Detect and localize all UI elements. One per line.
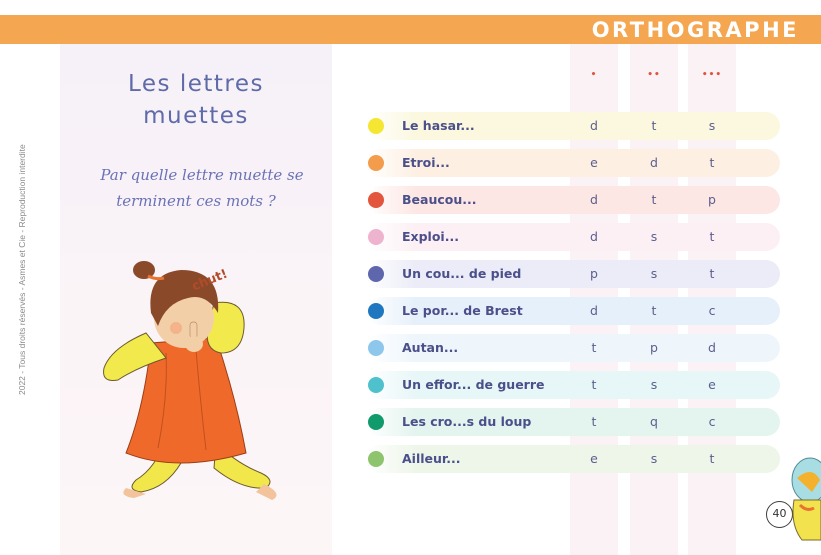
bullet-dot bbox=[368, 229, 384, 245]
word-row bbox=[366, 408, 780, 436]
letter-option[interactable]: p bbox=[708, 192, 716, 207]
letter-option[interactable]: e bbox=[590, 451, 598, 466]
page-number: 40 bbox=[766, 501, 793, 528]
word-row bbox=[366, 297, 780, 325]
word-label: Un effor... de guerre bbox=[402, 377, 545, 392]
letter-option[interactable]: t bbox=[651, 118, 657, 133]
word-row bbox=[366, 186, 780, 214]
letter-option[interactable]: s bbox=[650, 451, 658, 466]
letter-option[interactable]: d bbox=[590, 192, 598, 207]
letter-option[interactable]: t bbox=[651, 192, 657, 207]
word-label: Les cro...s du loup bbox=[402, 414, 532, 429]
bullet-dot bbox=[368, 340, 384, 356]
letter-option[interactable]: c bbox=[708, 414, 716, 429]
word-row bbox=[366, 223, 780, 251]
letter-option[interactable]: p bbox=[650, 340, 658, 355]
letter-option[interactable]: t bbox=[709, 451, 715, 466]
letter-option[interactable]: d bbox=[590, 118, 598, 133]
letter-option[interactable]: d bbox=[590, 303, 598, 318]
word-label: Exploi... bbox=[402, 229, 459, 244]
letter-option[interactable]: t bbox=[651, 303, 657, 318]
column-marker-2: •• bbox=[647, 70, 661, 80]
letter-option[interactable]: s bbox=[650, 266, 658, 281]
letter-option[interactable]: t bbox=[591, 377, 597, 392]
word-row bbox=[366, 112, 780, 140]
word-label: Le hasar... bbox=[402, 118, 475, 133]
letter-option[interactable]: p bbox=[590, 266, 598, 281]
word-row bbox=[366, 149, 780, 177]
bullet-dot bbox=[368, 377, 384, 393]
speech-bubble-text: chut! bbox=[189, 265, 230, 294]
page-title-line-1: Les lettres bbox=[127, 71, 264, 97]
letter-option[interactable]: s bbox=[708, 118, 716, 133]
letter-option[interactable]: d bbox=[708, 340, 716, 355]
word-row bbox=[366, 371, 780, 399]
letter-option[interactable]: e bbox=[590, 155, 598, 170]
corner-character-illustration bbox=[782, 450, 821, 545]
column-marker-1: • bbox=[590, 70, 598, 80]
letter-option[interactable]: t bbox=[709, 266, 715, 281]
word-label: Le por... de Brest bbox=[402, 303, 523, 318]
letter-option[interactable]: t bbox=[709, 229, 715, 244]
question-line-2: terminent ces mots ? bbox=[116, 192, 276, 210]
letter-option[interactable]: t bbox=[709, 155, 715, 170]
section-title: ORTHOGRAPHE bbox=[591, 18, 799, 42]
letter-option[interactable]: s bbox=[650, 377, 658, 392]
page-title-line-2: muettes bbox=[143, 103, 249, 129]
letter-option[interactable]: q bbox=[650, 414, 658, 429]
word-label: Autan... bbox=[402, 340, 459, 355]
letter-option[interactable]: s bbox=[650, 229, 658, 244]
bullet-dot bbox=[368, 303, 384, 319]
word-label: Etroi... bbox=[402, 155, 450, 170]
word-label: Un cou... de pied bbox=[402, 266, 522, 281]
letter-option[interactable]: t bbox=[591, 340, 597, 355]
bullet-dot bbox=[368, 414, 384, 430]
letter-option[interactable]: d bbox=[590, 229, 598, 244]
bullet-dot bbox=[368, 192, 384, 208]
column-marker-3: ••• bbox=[701, 70, 723, 80]
word-label: Beaucou... bbox=[402, 192, 477, 207]
copyright-notice: 2022 - Tous droits réservés - Asmes et Cie - Reproduction interdite bbox=[17, 144, 27, 395]
bullet-dot bbox=[368, 451, 384, 467]
word-row bbox=[366, 334, 780, 362]
bullet-dot bbox=[368, 155, 384, 171]
question-line-1: Par quelle lettre muette se bbox=[100, 166, 304, 184]
letter-option[interactable]: c bbox=[708, 303, 716, 318]
word-label: Ailleur... bbox=[402, 451, 461, 466]
word-row bbox=[366, 260, 780, 288]
girl-shushing-illustration bbox=[96, 258, 308, 508]
word-row bbox=[366, 445, 780, 473]
bullet-dot bbox=[368, 118, 384, 134]
letter-option[interactable]: t bbox=[591, 414, 597, 429]
letter-option[interactable]: e bbox=[708, 377, 716, 392]
bullet-dot bbox=[368, 266, 384, 282]
letter-option[interactable]: d bbox=[650, 155, 658, 170]
